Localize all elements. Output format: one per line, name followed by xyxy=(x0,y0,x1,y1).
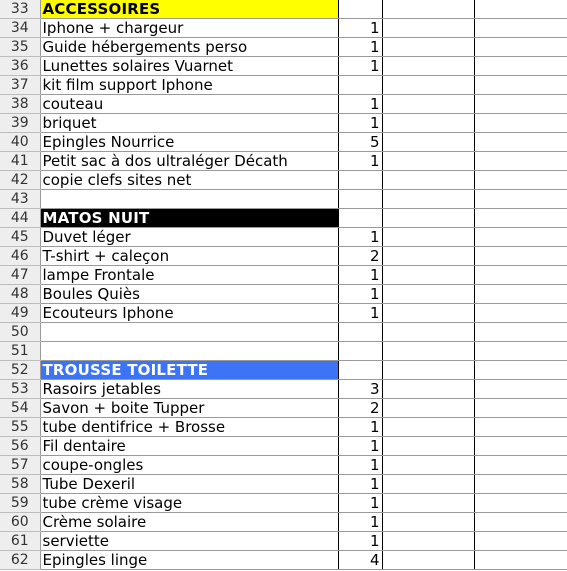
empty-cell[interactable] xyxy=(382,285,474,304)
item-cell[interactable]: couteau xyxy=(40,95,338,114)
item-cell[interactable]: serviette xyxy=(40,532,338,551)
empty-cell[interactable] xyxy=(382,342,474,361)
empty-cell[interactable] xyxy=(474,513,567,532)
quantity-cell[interactable]: 1 xyxy=(338,494,382,513)
row-header[interactable]: 40 xyxy=(0,133,40,152)
section-header-cell[interactable]: ACCESSOIRES xyxy=(40,0,338,19)
quantity-cell[interactable] xyxy=(338,209,382,228)
empty-cell[interactable] xyxy=(382,551,474,570)
table-row xyxy=(0,437,567,456)
empty-cell[interactable] xyxy=(474,323,567,342)
row-header[interactable]: 34 xyxy=(0,19,40,38)
row-header[interactable]: 60 xyxy=(0,513,40,532)
quantity-cell[interactable]: 1 xyxy=(338,285,382,304)
empty-cell[interactable] xyxy=(382,190,474,209)
item-cell[interactable]: tube dentifrice + Brosse xyxy=(40,418,338,437)
empty-cell[interactable] xyxy=(474,437,567,456)
table-row xyxy=(0,247,567,266)
empty-cell[interactable] xyxy=(382,152,474,171)
table-row xyxy=(0,323,567,342)
table-row xyxy=(0,456,567,475)
row-header[interactable]: 49 xyxy=(0,304,40,323)
row-header[interactable]: 39 xyxy=(0,114,40,133)
item-cell[interactable] xyxy=(40,342,338,361)
item-cell[interactable]: Epingles linge xyxy=(40,551,338,570)
empty-cell[interactable] xyxy=(382,304,474,323)
empty-cell[interactable] xyxy=(474,285,567,304)
empty-cell[interactable] xyxy=(382,494,474,513)
row-header[interactable]: 53 xyxy=(0,380,40,399)
quantity-cell[interactable]: 2 xyxy=(338,247,382,266)
empty-cell[interactable] xyxy=(474,152,567,171)
item-cell[interactable]: Epingles Nourrice xyxy=(40,133,338,152)
table-row xyxy=(0,494,567,513)
table-row xyxy=(0,285,567,304)
table-row xyxy=(0,304,567,323)
quantity-cell[interactable] xyxy=(338,76,382,95)
table-row xyxy=(0,95,567,114)
empty-cell[interactable] xyxy=(474,209,567,228)
table-row xyxy=(0,76,567,95)
quantity-cell[interactable]: 1 xyxy=(338,437,382,456)
quantity-cell[interactable]: 5 xyxy=(338,133,382,152)
empty-cell[interactable] xyxy=(382,247,474,266)
item-cell[interactable]: kit film support Iphone xyxy=(40,76,338,95)
table-row xyxy=(0,171,567,190)
quantity-cell[interactable]: 1 xyxy=(338,152,382,171)
row-header[interactable]: 57 xyxy=(0,456,40,475)
quantity-cell[interactable] xyxy=(338,0,382,19)
table-row xyxy=(0,152,567,171)
quantity-cell[interactable]: 1 xyxy=(338,532,382,551)
quantity-cell[interactable]: 1 xyxy=(338,304,382,323)
row-header[interactable]: 46 xyxy=(0,247,40,266)
item-cell[interactable]: Rasoirs jetables xyxy=(40,380,338,399)
empty-cell[interactable] xyxy=(474,114,567,133)
empty-cell[interactable] xyxy=(474,95,567,114)
row-header[interactable]: 38 xyxy=(0,95,40,114)
row-header[interactable]: 59 xyxy=(0,494,40,513)
row-header[interactable]: 58 xyxy=(0,475,40,494)
row-header[interactable]: 50 xyxy=(0,323,40,342)
quantity-cell[interactable]: 1 xyxy=(338,456,382,475)
row-header[interactable]: 54 xyxy=(0,399,40,418)
empty-cell[interactable] xyxy=(474,361,567,380)
row-header[interactable]: 36 xyxy=(0,57,40,76)
item-cell[interactable] xyxy=(40,190,338,209)
item-cell[interactable] xyxy=(40,323,338,342)
empty-cell[interactable] xyxy=(382,114,474,133)
empty-cell[interactable] xyxy=(474,19,567,38)
empty-cell[interactable] xyxy=(474,342,567,361)
empty-cell[interactable] xyxy=(382,19,474,38)
table-row xyxy=(0,513,567,532)
empty-cell[interactable] xyxy=(474,38,567,57)
empty-cell[interactable] xyxy=(474,551,567,570)
item-cell[interactable]: briquet xyxy=(40,114,338,133)
empty-cell[interactable] xyxy=(382,380,474,399)
empty-cell[interactable] xyxy=(474,190,567,209)
row-header[interactable]: 51 xyxy=(0,342,40,361)
empty-cell[interactable] xyxy=(474,76,567,95)
empty-cell[interactable] xyxy=(474,494,567,513)
row-header[interactable]: 33 xyxy=(0,0,40,19)
item-cell[interactable]: Duvet léger xyxy=(40,228,338,247)
table-row xyxy=(0,361,567,380)
quantity-cell[interactable] xyxy=(338,323,382,342)
empty-cell[interactable] xyxy=(382,532,474,551)
quantity-cell[interactable]: 1 xyxy=(338,475,382,494)
empty-cell[interactable] xyxy=(474,380,567,399)
empty-cell[interactable] xyxy=(474,475,567,494)
empty-cell[interactable] xyxy=(382,418,474,437)
item-cell[interactable]: T-shirt + caleçon xyxy=(40,247,338,266)
quantity-cell[interactable]: 3 xyxy=(338,380,382,399)
empty-cell[interactable] xyxy=(474,228,567,247)
item-cell[interactable]: tube crème visage xyxy=(40,494,338,513)
table-row xyxy=(0,19,567,38)
row-header[interactable]: 45 xyxy=(0,228,40,247)
empty-cell[interactable] xyxy=(382,399,474,418)
row-header[interactable]: 41 xyxy=(0,152,40,171)
row-header[interactable]: 43 xyxy=(0,190,40,209)
table-row xyxy=(0,380,567,399)
empty-cell[interactable] xyxy=(382,38,474,57)
row-header[interactable]: 56 xyxy=(0,437,40,456)
empty-cell[interactable] xyxy=(382,0,474,19)
empty-cell[interactable] xyxy=(382,456,474,475)
empty-cell[interactable] xyxy=(382,323,474,342)
row-header[interactable]: 48 xyxy=(0,285,40,304)
empty-cell[interactable] xyxy=(382,475,474,494)
item-cell[interactable]: Fil dentaire xyxy=(40,437,338,456)
row-header[interactable]: 42 xyxy=(0,171,40,190)
quantity-cell[interactable]: 1 xyxy=(338,266,382,285)
empty-cell[interactable] xyxy=(474,399,567,418)
quantity-cell[interactable]: 1 xyxy=(338,57,382,76)
row-header[interactable]: 47 xyxy=(0,266,40,285)
quantity-cell[interactable] xyxy=(338,361,382,380)
row-header[interactable]: 55 xyxy=(0,418,40,437)
quantity-cell[interactable]: 1 xyxy=(338,114,382,133)
item-cell[interactable]: Lunettes solaires Vuarnet xyxy=(40,57,338,76)
quantity-cell[interactable]: 1 xyxy=(338,513,382,532)
table-row xyxy=(0,57,567,76)
empty-cell[interactable] xyxy=(474,133,567,152)
item-cell[interactable]: Crème solaire xyxy=(40,513,338,532)
quantity-cell[interactable] xyxy=(338,190,382,209)
empty-cell[interactable] xyxy=(474,247,567,266)
item-cell[interactable]: Petit sac à dos ultraléger Décath xyxy=(40,152,338,171)
quantity-cell[interactable]: 2 xyxy=(338,399,382,418)
empty-cell[interactable] xyxy=(474,532,567,551)
table-row xyxy=(0,399,567,418)
empty-cell[interactable] xyxy=(474,171,567,190)
table-row xyxy=(0,228,567,247)
quantity-cell[interactable] xyxy=(338,171,382,190)
item-cell[interactable]: Tube Dexeril xyxy=(40,475,338,494)
empty-cell[interactable] xyxy=(382,361,474,380)
row-header[interactable]: 52 xyxy=(0,361,40,380)
table-row xyxy=(0,475,567,494)
table-row xyxy=(0,0,567,19)
table-row xyxy=(0,38,567,57)
empty-cell[interactable] xyxy=(474,304,567,323)
empty-cell[interactable] xyxy=(382,228,474,247)
table-row xyxy=(0,532,567,551)
table-row xyxy=(0,133,567,152)
quantity-cell[interactable]: 1 xyxy=(338,95,382,114)
table-row xyxy=(0,114,567,133)
empty-cell[interactable] xyxy=(474,57,567,76)
table-row xyxy=(0,190,567,209)
table-row xyxy=(0,266,567,285)
table-row xyxy=(0,551,567,570)
empty-cell[interactable] xyxy=(382,437,474,456)
section-header-cell[interactable]: MATOS NUIT xyxy=(40,209,338,228)
empty-cell[interactable] xyxy=(382,171,474,190)
table-row xyxy=(0,342,567,361)
empty-cell[interactable] xyxy=(382,133,474,152)
item-cell[interactable]: copie clefs sites net xyxy=(40,171,338,190)
empty-cell[interactable] xyxy=(382,76,474,95)
empty-cell[interactable] xyxy=(382,57,474,76)
row-header[interactable]: 44 xyxy=(0,209,40,228)
empty-cell[interactable] xyxy=(474,266,567,285)
empty-cell[interactable] xyxy=(474,0,567,19)
item-cell[interactable]: Ecouteurs Iphone xyxy=(40,304,338,323)
row-header[interactable]: 62 xyxy=(0,551,40,570)
item-cell[interactable]: Guide hébergements perso xyxy=(40,38,338,57)
item-cell[interactable]: lampe Frontale xyxy=(40,266,338,285)
quantity-cell[interactable]: 1 xyxy=(338,38,382,57)
item-cell[interactable]: coupe-ongles xyxy=(40,456,338,475)
table-row xyxy=(0,418,567,437)
quantity-cell[interactable]: 4 xyxy=(338,551,382,570)
item-cell[interactable]: Boules Quiès xyxy=(40,285,338,304)
empty-cell[interactable] xyxy=(382,513,474,532)
quantity-cell[interactable]: 1 xyxy=(338,418,382,437)
quantity-cell[interactable]: 1 xyxy=(338,19,382,38)
empty-cell[interactable] xyxy=(382,95,474,114)
section-header-cell[interactable]: TROUSSE TOILETTE xyxy=(40,361,338,380)
empty-cell[interactable] xyxy=(474,418,567,437)
item-cell[interactable]: Iphone + chargeur xyxy=(40,19,338,38)
empty-cell[interactable] xyxy=(382,266,474,285)
row-header[interactable]: 61 xyxy=(0,532,40,551)
row-header[interactable]: 35 xyxy=(0,38,40,57)
quantity-cell[interactable]: 1 xyxy=(338,228,382,247)
row-header[interactable]: 37 xyxy=(0,76,40,95)
empty-cell[interactable] xyxy=(382,209,474,228)
quantity-cell[interactable] xyxy=(338,342,382,361)
item-cell[interactable]: Savon + boite Tupper xyxy=(40,399,338,418)
empty-cell[interactable] xyxy=(474,456,567,475)
table-row xyxy=(0,209,567,228)
